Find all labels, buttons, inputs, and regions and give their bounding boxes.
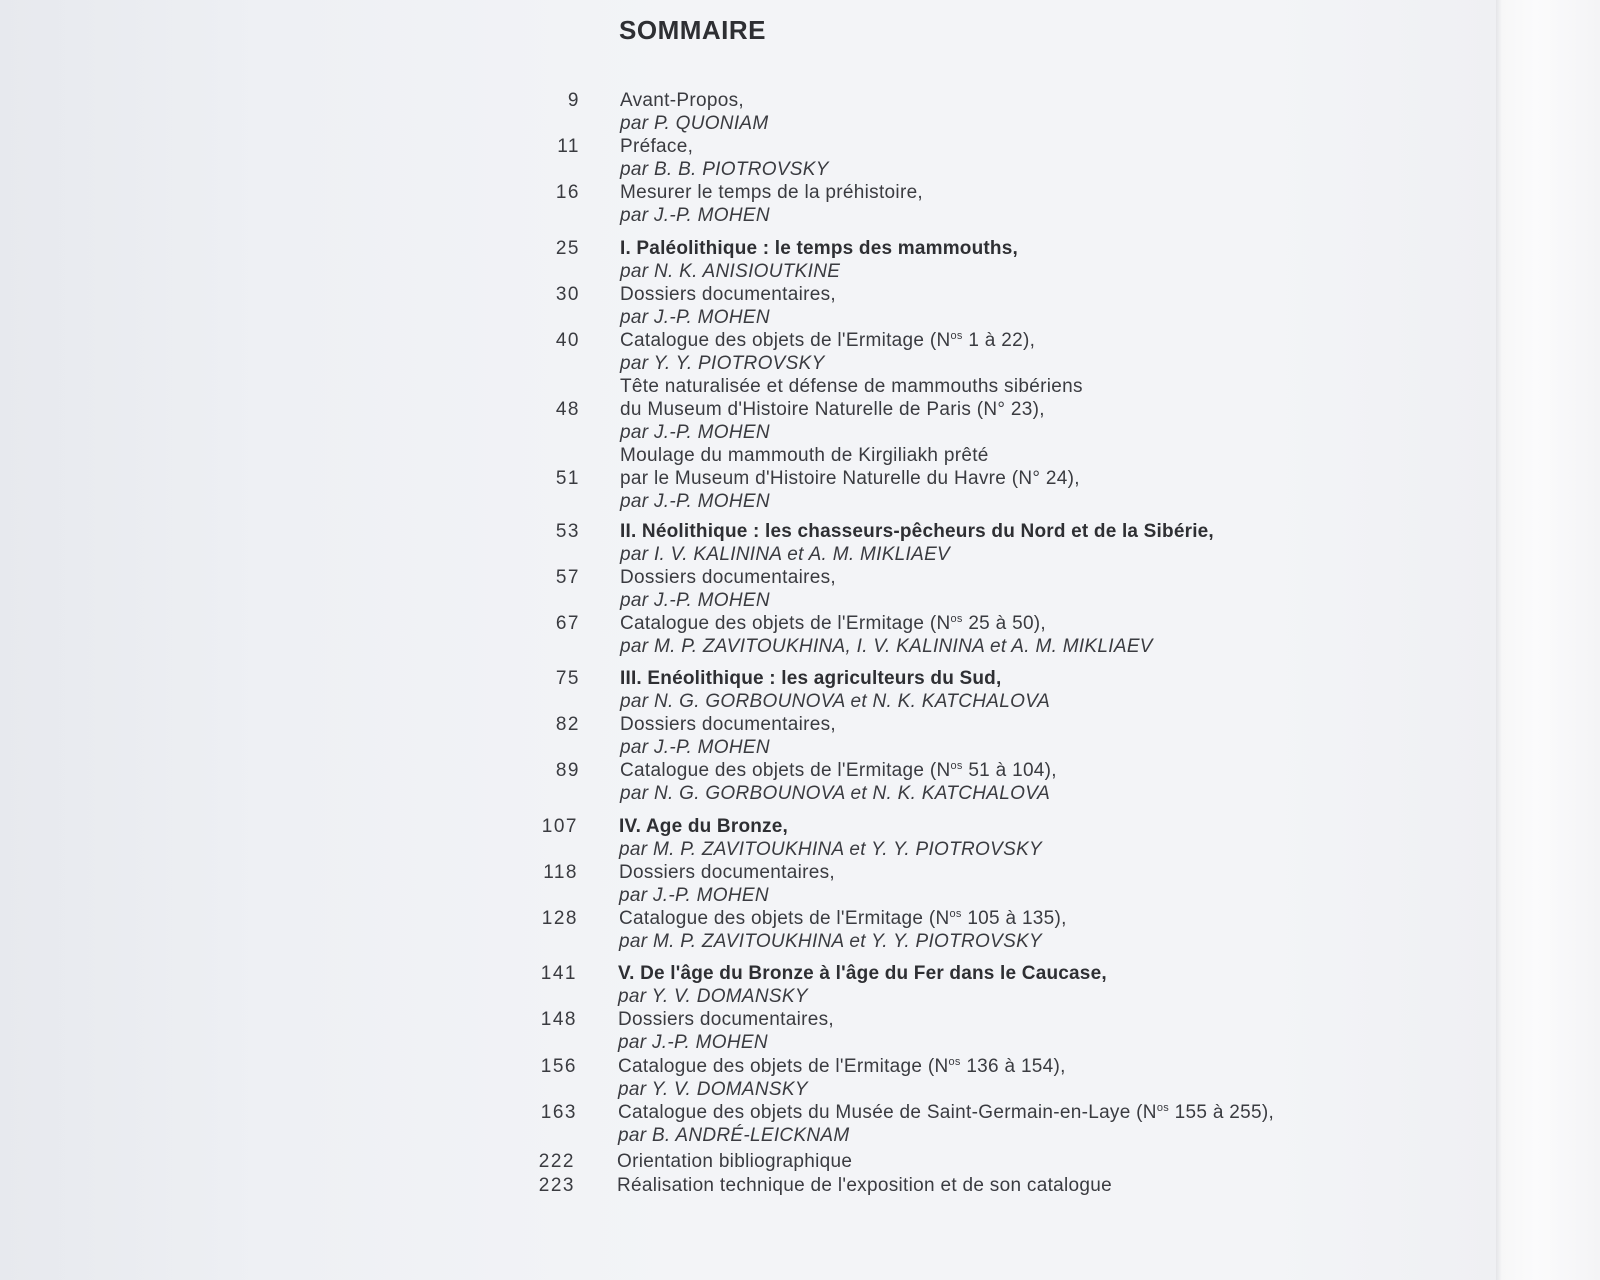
toc-author: par B. ANDRÉ-LEICKNAM — [618, 1125, 850, 1146]
toc-author: par N. G. GORBOUNOVA et N. K. KATCHALOVA — [620, 783, 1051, 804]
toc-entry — [0, 566, 1496, 589]
toc-author-line — [0, 112, 1496, 135]
toc-author-line — [0, 352, 1496, 375]
page-title: SOMMAIRE — [619, 15, 766, 45]
toc-page-number: 82 — [555, 714, 580, 735]
toc-entry — [0, 398, 1496, 421]
toc-author-line — [0, 985, 1496, 1008]
toc-entry — [0, 375, 1496, 398]
toc-entry — [0, 329, 1496, 352]
toc-page-number: 11 — [557, 136, 580, 157]
toc-title-line: par le Museum d'Histoire Naturelle du Havre (N° 24), — [620, 468, 1080, 489]
toc-entry — [0, 1174, 1496, 1197]
toc-author-line — [0, 635, 1496, 658]
toc-title: Catalogue des objets du Musée de Saint-Germain-en-Laye ($N^{os}$ 155 à 255), — [618, 1102, 1275, 1123]
toc-entry — [0, 444, 1496, 467]
toc-title: Mesurer le temps de la préhistoire, — [620, 182, 924, 203]
toc-author-line — [0, 690, 1496, 713]
toc-author: par J.-P. MOHEN — [620, 422, 770, 443]
toc-title: Orientation bibliographique — [617, 1151, 853, 1172]
toc-title-line: du Museum d'Histoire Naturelle de Paris (N° 23), — [620, 399, 1045, 420]
toc-author: par J.-P. MOHEN — [620, 491, 770, 512]
toc-entry — [0, 135, 1496, 158]
toc-page-number: 148 — [540, 1009, 577, 1030]
toc-author: par B. B. PIOTROVSKY — [620, 159, 829, 180]
toc-section-title: II. Néolithique : les chasseurs-pêcheurs du Nord et de la Sibérie, — [620, 521, 1214, 542]
toc-page-number: 48 — [555, 399, 580, 420]
toc-page-number: 223 — [538, 1175, 575, 1196]
toc-title-line: Tête naturalisée et défense de mammouths sibériens — [620, 376, 1083, 397]
toc-entry — [0, 667, 1496, 690]
toc-entry — [0, 283, 1496, 306]
toc-author: par Y. V. DOMANSKY — [618, 1079, 808, 1100]
toc-page-number: 53 — [555, 521, 580, 542]
toc-author: par J.-P. MOHEN — [620, 590, 770, 611]
toc-title: Dossiers documentaires, — [620, 714, 836, 735]
toc-page-number: 9 — [567, 90, 580, 111]
toc-section-title: V. De l'âge du Bronze à l'âge du Fer dans le Caucase, — [618, 963, 1107, 984]
toc-page-number: 67 — [555, 613, 580, 634]
toc-page-number: 156 — [540, 1056, 577, 1077]
toc-entry — [0, 237, 1496, 260]
toc-section-title: I. Paléolithique : le temps des mammouths, — [620, 238, 1018, 259]
toc-author-line — [0, 204, 1496, 227]
toc-page-number: 30 — [555, 284, 580, 305]
toc-entry — [0, 1055, 1496, 1078]
toc-author-line — [0, 1078, 1496, 1101]
toc-author: par J.-P. MOHEN — [618, 1032, 768, 1053]
toc-title: Dossiers documentaires, — [619, 862, 835, 883]
toc-title: Catalogue des objets de l'Ermitage ($N^{os}$ 1 à 22), — [620, 330, 1036, 351]
toc-title: Catalogue des objets de l'Ermitage ($N^{os}$ 25 à 50), — [620, 613, 1047, 634]
toc-entry — [0, 520, 1496, 543]
toc-entry — [0, 1150, 1496, 1173]
toc-title: Catalogue des objets de l'Ermitage ($N^{os}$ 105 à 135), — [619, 908, 1067, 929]
toc-page-number: 163 — [540, 1102, 577, 1123]
toc-entry — [0, 1101, 1496, 1124]
toc-entry — [0, 907, 1496, 930]
toc-title: Dossiers documentaires, — [620, 567, 836, 588]
toc-page-number: 40 — [555, 330, 580, 351]
toc-entry — [0, 612, 1496, 635]
toc-entry — [0, 181, 1496, 204]
toc-author-line — [0, 930, 1496, 953]
toc-title: Réalisation technique de l'exposition et de son catalogue — [617, 1175, 1113, 1196]
toc-entry — [0, 815, 1496, 838]
toc-author-line — [0, 490, 1496, 513]
toc-entry — [0, 861, 1496, 884]
toc-page-number: 118 — [543, 862, 578, 883]
toc-section-title: III. Enéolithique : les agriculteurs du Sud, — [620, 668, 1002, 689]
toc-entry — [0, 759, 1496, 782]
toc-page-number: 128 — [541, 908, 578, 929]
toc-title-line: Moulage du mammouth de Kirgiliakh prêté — [620, 445, 989, 466]
toc-author: par Y. Y. PIOTROVSKY — [620, 353, 825, 374]
toc-author-line — [0, 736, 1496, 759]
toc-title: Dossiers documentaires, — [620, 284, 836, 305]
toc-page-number: 51 — [555, 468, 580, 489]
toc-author-line — [0, 838, 1496, 861]
toc-author: par P. QUONIAM — [620, 113, 769, 134]
toc-title: Dossiers documentaires, — [618, 1009, 834, 1030]
toc-author: par J.-P. MOHEN — [620, 205, 770, 226]
toc-author: par M. P. ZAVITOUKHINA et Y. Y. PIOTROVSKY — [619, 931, 1043, 952]
toc-entry — [0, 1008, 1496, 1031]
toc-page-number: 75 — [555, 668, 580, 689]
toc-title: Catalogue des objets de l'Ermitage ($N^{os}$ 136 à 154), — [618, 1056, 1066, 1077]
toc-entry — [0, 467, 1496, 490]
toc-title: Avant-Propos, — [620, 90, 744, 111]
toc-title: Préface, — [620, 136, 694, 157]
toc-title: Catalogue des objets de l'Ermitage ($N^{os}$ 51 à 104), — [620, 760, 1057, 781]
toc-author-line — [0, 306, 1496, 329]
toc-author-line — [0, 884, 1496, 907]
toc-author-line — [0, 1031, 1496, 1054]
toc-author-line — [0, 782, 1496, 805]
toc-author: par N. K. ANISIOUTKINE — [620, 261, 841, 282]
toc-section-title: IV. Age du Bronze, — [619, 816, 788, 837]
toc-author-line — [0, 543, 1496, 566]
toc-author-line — [0, 260, 1496, 283]
toc-author-line — [0, 421, 1496, 444]
toc-author: par J.-P. MOHEN — [620, 307, 770, 328]
toc-author-line — [0, 158, 1496, 181]
toc-author: par Y. V. DOMANSKY — [618, 986, 808, 1007]
toc-page-number: 141 — [540, 963, 577, 984]
toc-author: par N. G. GORBOUNOVA et N. K. KATCHALOVA — [620, 691, 1051, 712]
toc-entry — [0, 713, 1496, 736]
toc-page-number: 222 — [538, 1151, 575, 1172]
toc-author: par J.-P. MOHEN — [619, 885, 769, 906]
toc-page-number: 89 — [555, 760, 580, 781]
toc-author: par I. V. KALININA et A. M. MIKLIAEV — [620, 544, 951, 565]
toc-author: par M. P. ZAVITOUKHINA et Y. Y. PIOTROVSKY — [619, 839, 1043, 860]
toc-page-number: 25 — [555, 238, 580, 259]
toc-author: par M. P. ZAVITOUKHINA, I. V. KALININA et A. M. MIKLIAEV — [620, 636, 1153, 657]
toc-page-number: 107 — [541, 816, 578, 837]
toc-author: par J.-P. MOHEN — [620, 737, 770, 758]
toc-author-line — [0, 1124, 1496, 1147]
toc-author-line — [0, 589, 1496, 612]
toc-entry — [0, 962, 1496, 985]
toc-page-number: 57 — [555, 567, 580, 588]
toc-page-number: 16 — [555, 182, 580, 203]
toc-entry — [0, 89, 1496, 112]
page-edge — [1496, 0, 1600, 1280]
